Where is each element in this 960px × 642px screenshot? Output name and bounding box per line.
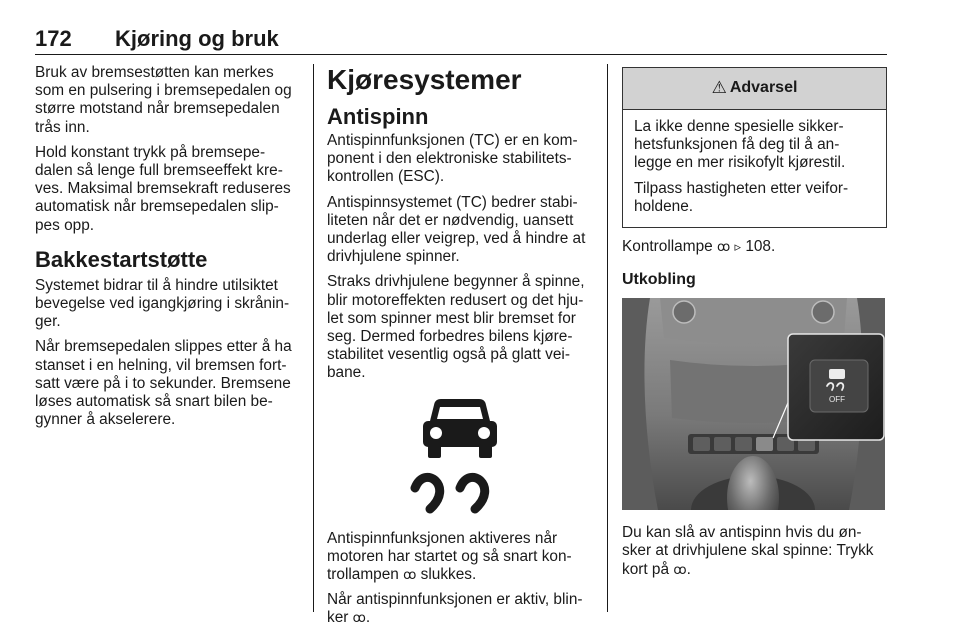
- page-number: 172: [35, 26, 72, 51]
- off-label: OFF: [829, 395, 845, 405]
- column-3: [622, 64, 887, 586]
- subheading-traction-control: Antispinn: [327, 104, 429, 129]
- center-console-photo: [622, 298, 885, 510]
- warning-box: [622, 67, 887, 228]
- traction-control-symbol-figure: [327, 391, 592, 516]
- traction-control-icon: ꝏ: [352, 610, 366, 626]
- warning-header: [623, 68, 886, 110]
- paragraph-activation: Antispinnfunksjonen aktiveres når motoren har startet og så snart kon-trollampen ꝏ slukkes.: [327, 529, 572, 584]
- paragraph: Antispinnsystemet (TC) bedrer stabi-liteten når det er nødvendig, uansett underlag eller veigrep, ved å hindre at drivhjulene spinner.: [327, 193, 586, 266]
- paragraph: Straks drivhjulene begynner å spinne, blir motoreffekten redusert og det hju-let som spinner mest blir bremset for seg. Dermed forbedres bilens kjøre-stabilitet vesentlig også på glatt vei-bane.: [327, 273, 585, 382]
- paragraph: Bruk av bremsestøtten kan merkes som en pulsering i bremsepedalen og større motstand når bremsepedalen trås inn.: [35, 64, 292, 136]
- chapter-title: Kjøring og bruk: [115, 26, 279, 51]
- page-header: [35, 26, 887, 52]
- page-reference-arrow-icon: ▹: [734, 239, 742, 255]
- warning-body: [623, 110, 886, 227]
- traction-control-icon: ꝏ: [716, 239, 731, 255]
- warning-text: Tilpass hastigheten etter veifor-holdene.: [634, 179, 849, 215]
- header-rule: [35, 54, 887, 55]
- column-divider-2: [607, 64, 608, 612]
- paragraph: Når bremsepedalen slippes etter å ha stanset i en helning, vil bremsen fort-satt være på i to sekunder. Bremsene løses automatisk så snart bilen be-gynner å akselerere.: [35, 338, 292, 429]
- warning-triangle-icon: ⚠: [711, 78, 727, 98]
- warning-title: Advarsel: [729, 79, 798, 97]
- traction-control-icon: ꝏ: [673, 561, 687, 577]
- subheading-switch-off: Utkobling: [622, 271, 696, 289]
- paragraph-active-blink: Når antispinnfunksjonen er aktiv, blin-ker ꝏ.: [327, 591, 583, 627]
- center-console-illustration: [622, 298, 885, 510]
- paragraph: Antispinnfunksjonen (TC) er en kom-ponent i den elektroniske stabilitets-kontrollen (ESC).: [327, 132, 578, 186]
- paragraph: Hold konstant trykk på bremsepe-dalen så lenge full bremseeffekt kre-ves. Maksimal bremsekraft reduseres automatisk når bremsepedalen slip-pes opp.: [35, 143, 291, 234]
- warning-text: La ikke denne spesielle sikker-hetsfunksjonen få deg til å an-legge en mer risikofylt kjørestil.: [634, 118, 846, 172]
- column-2: [327, 64, 592, 635]
- control-lamp-reference: Kontrollampe ꝏ ▹ 108.: [622, 238, 776, 256]
- column-1: [35, 64, 300, 436]
- traction-control-icon: ꝏ: [403, 567, 417, 583]
- section-heading-hill-start: Bakkestartstøtte: [35, 246, 208, 272]
- chapter-section-heading: Kjøresystemer: [327, 64, 522, 95]
- paragraph: Systemet bidrar til å hindre utilsiktet bevegelse ved igangkjøring i skrånin-ger.: [35, 276, 290, 331]
- skidding-car-icon: [327, 391, 592, 516]
- page-reference: 108.: [745, 238, 776, 256]
- paragraph-switch-off: Du kan slå av antispinn hvis du øn-sker at drivhjulene skal spinne: Trykk kort på ꝏ.: [622, 524, 874, 578]
- column-divider-1: [313, 64, 314, 612]
